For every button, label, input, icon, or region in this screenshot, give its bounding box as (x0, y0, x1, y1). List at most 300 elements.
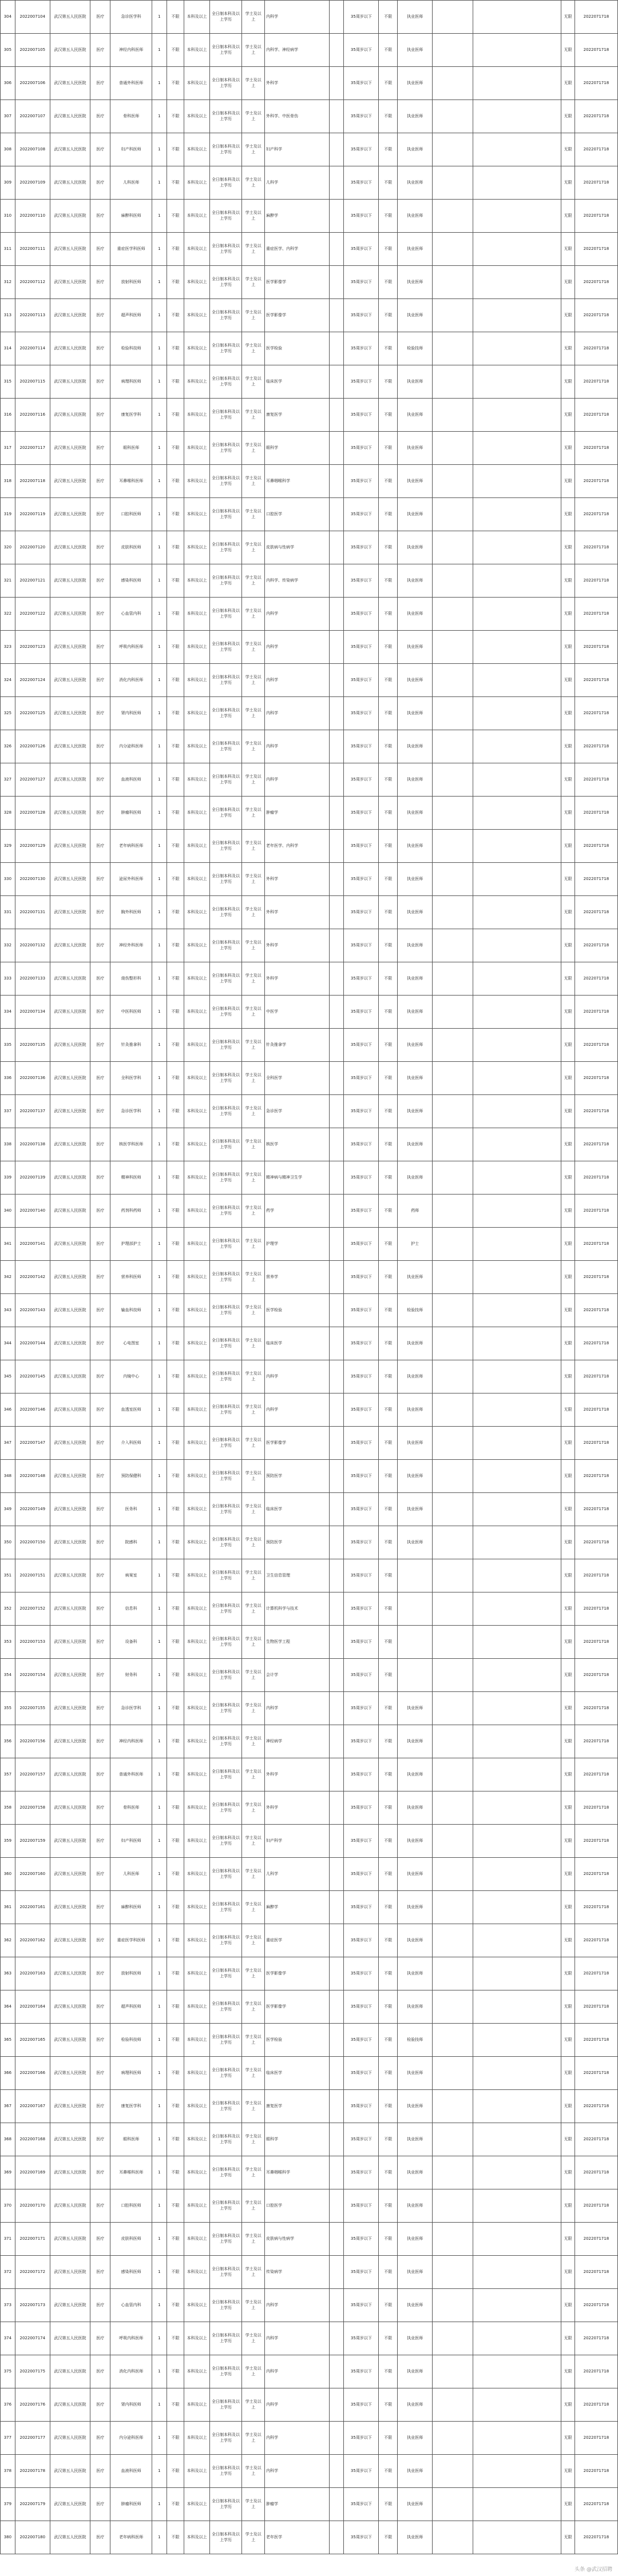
table-cell: 不限 (167, 1692, 184, 1725)
table-cell: 不限 (167, 763, 184, 797)
table-cell: 学士及以上 (242, 2455, 265, 2488)
table-cell: 2022071718 (575, 1626, 617, 1659)
table-cell: 1 (152, 531, 167, 564)
table-cell: 医学检验 (265, 2024, 330, 2057)
table-cell: 不限 (379, 763, 398, 797)
table-cell: 不限 (379, 299, 398, 332)
table-cell: 2022007138 (15, 1128, 50, 1161)
table-cell: 学士及以上 (242, 1294, 265, 1327)
table-cell (329, 200, 344, 233)
table-cell (329, 2488, 344, 2521)
table-cell: 不限 (379, 830, 398, 863)
table-cell (329, 2057, 344, 2090)
table-cell: 1 (152, 1327, 167, 1360)
table-cell (473, 1327, 561, 1360)
table-cell: 学士及以上 (242, 299, 265, 332)
table-cell (433, 2256, 473, 2289)
table-cell: 35周岁以下 (344, 1692, 379, 1725)
table-cell: 耳鼻喉科医师 (110, 465, 152, 498)
table-cell: 全日制本科及以上学历 (209, 1195, 241, 1228)
table-cell (329, 996, 344, 1029)
table-cell: 343 (1, 1294, 15, 1327)
table-cell: 1 (152, 1062, 167, 1095)
table-cell: 不限 (379, 1161, 398, 1195)
table-row (1, 962, 618, 996)
table-row (1, 1924, 618, 1957)
table-cell (473, 2057, 561, 2090)
table-cell: 武汉第五人民医院 (50, 1029, 90, 1062)
table-cell: 武汉第五人民医院 (50, 2488, 90, 2521)
table-cell: 35周岁以下 (344, 1360, 379, 1393)
table-cell: 核医学科医师 (110, 1128, 152, 1161)
table-cell: 1 (152, 730, 167, 763)
table-cell: 武汉第五人民医院 (50, 1692, 90, 1725)
table-cell (433, 34, 473, 67)
table-cell: 本科及以上 (184, 1460, 210, 1493)
table-cell: 学士及以上 (242, 2057, 265, 2090)
table-cell: 35周岁以下 (344, 100, 379, 133)
table-cell: 2022007137 (15, 1095, 50, 1128)
table-cell: 全日制本科及以上学历 (209, 730, 241, 763)
table-cell: 内镜中心 (110, 1360, 152, 1393)
table-cell: 2022071718 (575, 1427, 617, 1460)
table-cell: 执业医师 (398, 1460, 433, 1493)
table-cell: 无限 (561, 1128, 575, 1161)
table-cell: 不限 (167, 1460, 184, 1493)
table-cell: 全日制本科及以上学历 (209, 1, 241, 34)
table-cell: 本科及以上 (184, 531, 210, 564)
table-cell: 武汉第五人民医院 (50, 996, 90, 1029)
table-cell: 329 (1, 830, 15, 863)
table-cell: 学士及以上 (242, 896, 265, 929)
table-cell (473, 1393, 561, 1427)
table-cell (433, 2156, 473, 2189)
table-cell: 学士及以上 (242, 2189, 265, 2223)
table-cell: 执业医师 (398, 1957, 433, 1990)
table-cell: 耳鼻喉科医师 (110, 2156, 152, 2189)
table-cell: 眼科学 (265, 432, 330, 465)
table-cell: 本科及以上 (184, 1990, 210, 2024)
table-cell: 318 (1, 465, 15, 498)
table-cell: 2022007141 (15, 1228, 50, 1261)
table-cell: 医疗 (90, 1592, 110, 1626)
table-cell: 执业医师 (398, 863, 433, 896)
table-cell: 不限 (379, 1195, 398, 1228)
table-cell: 2022071718 (575, 2521, 617, 2554)
table-cell: 2022071718 (575, 929, 617, 962)
table-cell: 1 (152, 233, 167, 266)
table-cell: 医疗 (90, 531, 110, 564)
table-cell: 武汉第五人民医院 (50, 2057, 90, 2090)
table-row (1, 564, 618, 598)
table-cell: 308 (1, 133, 15, 166)
table-cell: 不限 (379, 133, 398, 166)
table-cell (473, 531, 561, 564)
table-cell (473, 2223, 561, 2256)
table-cell: 35周岁以下 (344, 1327, 379, 1360)
table-cell: 365 (1, 2024, 15, 2057)
table-cell: 无限 (561, 962, 575, 996)
table-cell: 1 (152, 2024, 167, 2057)
table-cell: 360 (1, 1858, 15, 1891)
table-cell: 2022007163 (15, 1957, 50, 1990)
table-cell: 361 (1, 1891, 15, 1924)
table-cell: 1 (152, 1128, 167, 1161)
table-row (1, 465, 618, 498)
table-cell: 不限 (379, 1062, 398, 1095)
table-cell: 全科医学科 (110, 1062, 152, 1095)
table-cell: 学士及以上 (242, 1891, 265, 1924)
table-cell: 护理学 (265, 1228, 330, 1261)
table-cell: 不限 (167, 233, 184, 266)
table-cell: 35周岁以下 (344, 498, 379, 531)
table-cell: 339 (1, 1161, 15, 1195)
table-cell: 外科学、中医骨伤 (265, 100, 330, 133)
table-cell: 不限 (167, 2388, 184, 2422)
table-cell: 不限 (167, 1161, 184, 1195)
table-cell (473, 929, 561, 962)
table-cell: 急诊医学 (265, 1095, 330, 1128)
table-cell: 2022071718 (575, 730, 617, 763)
table-cell: 无限 (561, 564, 575, 598)
table-cell: 全日制本科及以上学历 (209, 1924, 241, 1957)
table-cell: 武汉第五人民医院 (50, 133, 90, 166)
table-cell: 学士及以上 (242, 1327, 265, 1360)
table-cell (329, 631, 344, 664)
table-cell: 无限 (561, 2455, 575, 2488)
table-cell (433, 1725, 473, 1758)
table-cell: 不限 (167, 1791, 184, 1825)
table-cell: 不限 (379, 2024, 398, 2057)
table-cell: 2022007132 (15, 929, 50, 962)
table-cell: 本科及以上 (184, 1393, 210, 1427)
table-cell: 35周岁以下 (344, 2388, 379, 2422)
table-cell: 武汉第五人民医院 (50, 2256, 90, 2289)
table-cell: 武汉第五人民医院 (50, 929, 90, 962)
table-cell: 2022071718 (575, 1725, 617, 1758)
table-cell (398, 1592, 433, 1626)
table-cell: 全日制本科及以上学历 (209, 2455, 241, 2488)
table-cell: 不限 (379, 1, 398, 34)
table-cell (329, 2388, 344, 2422)
table-cell: 2022071718 (575, 1128, 617, 1161)
table-cell: 本科及以上 (184, 332, 210, 365)
table-cell: 1 (152, 863, 167, 896)
table-cell (433, 1062, 473, 1095)
table-cell: 学士及以上 (242, 1095, 265, 1128)
table-cell: 1 (152, 299, 167, 332)
table-cell: 武汉第五人民医院 (50, 1592, 90, 1626)
table-cell: 35周岁以下 (344, 2289, 379, 2322)
table-cell: 全日制本科及以上学历 (209, 1327, 241, 1360)
table-cell: 2022007135 (15, 1029, 50, 1062)
table-cell: 35周岁以下 (344, 1294, 379, 1327)
table-cell: 全日制本科及以上学历 (209, 1128, 241, 1161)
table-cell: 学士及以上 (242, 1195, 265, 1228)
table-cell: 2022071718 (575, 2256, 617, 2289)
table-cell: 执业医师 (398, 2223, 433, 2256)
table-cell (329, 1062, 344, 1095)
table-cell: 2022007127 (15, 763, 50, 797)
table-cell: 武汉第五人民医院 (50, 2189, 90, 2223)
table-cell: 2022071718 (575, 34, 617, 67)
table-cell: 全日制本科及以上学历 (209, 962, 241, 996)
table-cell: 执业医师 (398, 763, 433, 797)
table-cell: 不限 (167, 1393, 184, 1427)
table-cell: 2022007105 (15, 34, 50, 67)
table-cell (329, 763, 344, 797)
table-cell: 2022007140 (15, 1195, 50, 1228)
table-cell (473, 797, 561, 830)
table-cell: 不限 (379, 2256, 398, 2289)
table-cell: 全日制本科及以上学历 (209, 1393, 241, 1427)
table-cell: 全科医学 (265, 1062, 330, 1095)
table-cell: 1 (152, 896, 167, 929)
table-cell: 2022007159 (15, 1825, 50, 1858)
table-cell (473, 266, 561, 299)
table-cell: 执业医师 (398, 1924, 433, 1957)
table-cell: 2022071718 (575, 2322, 617, 2355)
table-cell: 执业医师 (398, 1493, 433, 1526)
table-cell (473, 996, 561, 1029)
table-row (1, 1758, 618, 1791)
table-cell: 2022071718 (575, 1791, 617, 1825)
table-row (1, 133, 618, 166)
table-cell: 学士及以上 (242, 863, 265, 896)
table-cell: 执业医师 (398, 1526, 433, 1559)
table-cell: 学士及以上 (242, 2223, 265, 2256)
table-cell: 执业医师 (398, 531, 433, 564)
table-cell: 输血科技师 (110, 1294, 152, 1327)
table-cell: 针灸推拿学 (265, 1029, 330, 1062)
table-cell: 不限 (379, 1659, 398, 1692)
table-cell (473, 1128, 561, 1161)
table-cell: 医疗 (90, 1062, 110, 1095)
table-cell: 无限 (561, 2521, 575, 2554)
table-cell (473, 200, 561, 233)
table-cell: 学士及以上 (242, 1990, 265, 2024)
table-cell (433, 1825, 473, 1858)
table-cell: 医学影像学 (265, 1957, 330, 1990)
table-cell: 无限 (561, 1791, 575, 1825)
table-cell: 无限 (561, 465, 575, 498)
table-cell (329, 2189, 344, 2223)
table-cell: 全日制本科及以上学历 (209, 233, 241, 266)
table-cell (329, 1891, 344, 1924)
table-row (1, 1095, 618, 1128)
table-cell (473, 2090, 561, 2123)
table-cell: 2022071718 (575, 100, 617, 133)
table-cell: 康复医学科 (110, 399, 152, 432)
table-cell (433, 1990, 473, 2024)
table-cell: 内科学 (265, 1360, 330, 1393)
table-cell (329, 1791, 344, 1825)
table-cell: 本科及以上 (184, 1261, 210, 1294)
table-cell (433, 299, 473, 332)
table-cell: 2022071718 (575, 1526, 617, 1559)
table-cell: 370 (1, 2189, 15, 2223)
table-cell: 武汉第五人民医院 (50, 1460, 90, 1493)
table-cell: 2022071718 (575, 531, 617, 564)
table-cell: 35周岁以下 (344, 896, 379, 929)
table-cell: 35周岁以下 (344, 1526, 379, 1559)
table-cell: 不限 (379, 1393, 398, 1427)
table-cell: 35周岁以下 (344, 34, 379, 67)
table-cell (329, 1095, 344, 1128)
table-cell: 无限 (561, 1858, 575, 1891)
table-cell: 不限 (167, 896, 184, 929)
table-cell (473, 830, 561, 863)
table-cell: 不限 (379, 664, 398, 697)
table-cell: 不限 (379, 2189, 398, 2223)
table-cell: 35周岁以下 (344, 996, 379, 1029)
table-cell: 321 (1, 564, 15, 598)
table-cell: 不限 (379, 2289, 398, 2322)
table-cell: 2022071718 (575, 2123, 617, 2156)
table-cell: 全日制本科及以上学历 (209, 299, 241, 332)
table-cell: 不限 (379, 1559, 398, 1592)
table-cell (398, 1659, 433, 1692)
table-cell: 无限 (561, 1758, 575, 1791)
table-cell: 消化内科医师 (110, 664, 152, 697)
table-cell: 武汉第五人民医院 (50, 1261, 90, 1294)
table-cell: 本科及以上 (184, 1095, 210, 1128)
table-cell: 347 (1, 1427, 15, 1460)
table-cell: 医疗 (90, 266, 110, 299)
table-cell: 2022007179 (15, 2488, 50, 2521)
table-cell: 2022071718 (575, 1659, 617, 1692)
table-row (1, 531, 618, 564)
table-cell: 2022071718 (575, 2388, 617, 2422)
table-cell: 本科及以上 (184, 465, 210, 498)
table-cell: 执业医师 (398, 2289, 433, 2322)
table-cell: 执业医师 (398, 133, 433, 166)
table-cell (473, 664, 561, 697)
table-cell: 武汉第五人民医院 (50, 233, 90, 266)
table-cell: 武汉第五人民医院 (50, 1858, 90, 1891)
table-cell: 执业医师 (398, 1725, 433, 1758)
table-cell: 感染科医师 (110, 564, 152, 598)
table-row (1, 929, 618, 962)
table-cell: 2022071718 (575, 1858, 617, 1891)
table-cell: 医学影像学 (265, 266, 330, 299)
table-cell: 2022071718 (575, 1924, 617, 1957)
table-cell: 全日制本科及以上学历 (209, 67, 241, 100)
table-cell (329, 2422, 344, 2455)
table-cell: 执业医师 (398, 465, 433, 498)
table-cell: 超声科医师 (110, 299, 152, 332)
table-cell: 学士及以上 (242, 67, 265, 100)
table-cell: 学士及以上 (242, 1062, 265, 1095)
table-cell (433, 2223, 473, 2256)
table-cell: 全日制本科及以上学历 (209, 1758, 241, 1791)
table-cell: 不限 (167, 929, 184, 962)
table-cell: 35周岁以下 (344, 929, 379, 962)
table-cell: 不限 (379, 929, 398, 962)
table-cell: 医疗 (90, 763, 110, 797)
table-row (1, 797, 618, 830)
table-cell: 无限 (561, 1327, 575, 1360)
table-cell (433, 863, 473, 896)
table-cell: 322 (1, 598, 15, 631)
table-cell (473, 1526, 561, 1559)
table-cell: 本科及以上 (184, 896, 210, 929)
table-cell: 372 (1, 2256, 15, 2289)
table-cell: 无限 (561, 1460, 575, 1493)
table-row (1, 1327, 618, 1360)
table-cell: 全日制本科及以上学历 (209, 598, 241, 631)
table-cell: 内科学 (265, 2422, 330, 2455)
table-cell (433, 200, 473, 233)
table-cell: 武汉第五人民医院 (50, 465, 90, 498)
table-cell: 学士及以上 (242, 1427, 265, 1460)
table-row (1, 2388, 618, 2422)
table-cell (433, 1460, 473, 1493)
table-cell: 1 (152, 1990, 167, 2024)
table-cell: 309 (1, 166, 15, 200)
table-cell (433, 2455, 473, 2488)
table-cell: 不限 (167, 200, 184, 233)
table-cell: 营养学 (265, 1261, 330, 1294)
table-row (1, 664, 618, 697)
table-cell: 1 (152, 962, 167, 996)
table-cell: 本科及以上 (184, 797, 210, 830)
table-cell: 不限 (167, 1029, 184, 1062)
table-cell: 武汉第五人民医院 (50, 1891, 90, 1924)
table-cell: 不限 (379, 962, 398, 996)
table-cell: 332 (1, 929, 15, 962)
table-cell: 全日制本科及以上学历 (209, 133, 241, 166)
table-cell: 全日制本科及以上学历 (209, 2189, 241, 2223)
table-cell: 35周岁以下 (344, 2189, 379, 2223)
table-body (1, 1, 618, 2554)
table-row (1, 996, 618, 1029)
table-cell: 35周岁以下 (344, 1858, 379, 1891)
table-cell: 医疗 (90, 1791, 110, 1825)
table-cell: 计算机科学与技术 (265, 1592, 330, 1626)
table-cell: 医疗 (90, 2521, 110, 2554)
table-cell: 检验科技师 (110, 2024, 152, 2057)
table-row (1, 1493, 618, 1526)
table-cell: 1 (152, 1, 167, 34)
table-cell: 全日制本科及以上学历 (209, 2256, 241, 2289)
table-cell: 1 (152, 100, 167, 133)
table-cell: 334 (1, 996, 15, 1029)
table-cell: 医疗 (90, 929, 110, 962)
table-cell: 35周岁以下 (344, 2422, 379, 2455)
table-row (1, 2289, 618, 2322)
table-cell: 学士及以上 (242, 996, 265, 1029)
table-cell: 2022071718 (575, 1891, 617, 1924)
table-cell (473, 1460, 561, 1493)
table-cell: 医疗 (90, 2189, 110, 2223)
table-cell: 急诊医学科 (110, 1, 152, 34)
table-cell: 35周岁以下 (344, 564, 379, 598)
table-cell: 执业医师 (398, 1692, 433, 1725)
table-cell: 363 (1, 1957, 15, 1990)
table-cell (329, 1825, 344, 1858)
table-cell (329, 34, 344, 67)
table-cell: 预防医学 (265, 1460, 330, 1493)
table-row (1, 100, 618, 133)
table-cell (473, 1725, 561, 1758)
table-cell: 本科及以上 (184, 1858, 210, 1891)
table-cell: 2022071718 (575, 67, 617, 100)
table-cell: 心电图室 (110, 1327, 152, 1360)
table-cell: 护理部护士 (110, 1228, 152, 1261)
table-cell: 全日制本科及以上学历 (209, 2388, 241, 2422)
table-row (1, 2024, 618, 2057)
